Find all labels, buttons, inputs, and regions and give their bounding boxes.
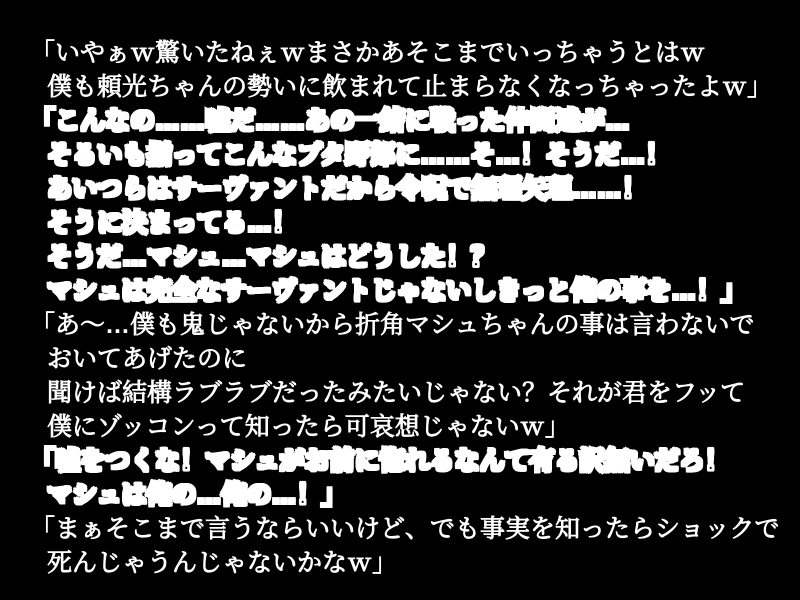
dialogue-line: マシュは俺の…俺の…！」 bbox=[47, 481, 347, 509]
dialogue-line: 聞けば結構ラブラブだったみたいじゃない？それが君をフッて bbox=[47, 379, 746, 407]
dialogue-line: 死んじゃうんじゃないかなｗ」 bbox=[47, 549, 398, 577]
dialogue-line: 僕にゾッコンって知ったら可哀想じゃないｗ」 bbox=[47, 413, 570, 441]
dialogue-line: 僕も頼光ちゃんの勢いに飲まれて止まらなくなっちゃったよｗ」 bbox=[47, 73, 773, 101]
dialogue-line: あいつらはサーヴァントだから令呪で無理矢理……！ bbox=[47, 175, 647, 203]
dialogue-line: 「あ〜…僕も鬼じゃないから折角マシュちゃんの事は言わないで bbox=[30, 311, 755, 339]
dialogue-line: 「まぁそこまで言うならいいけど、でも事実を知ったらショックで bbox=[30, 515, 780, 543]
dialogue-line: そうだ…マシュ…マシュはどうした！？ bbox=[47, 243, 497, 271]
dialogue-line: そうに決まってる…！ bbox=[47, 209, 298, 237]
dialogue-text-block bbox=[0, 36, 800, 580]
dialogue-line: 「いやぁｗ驚いたねぇｗまさかあそこまでいっちゃうとはｗ bbox=[30, 39, 706, 67]
dialogue-line: おいてあげたのに bbox=[47, 345, 248, 373]
dialogue-line: そるいも揃ってこんなブタ野郎に……そ…！そうだ…！ bbox=[47, 141, 671, 169]
dialogue-line: マシュは完全なサーヴァントじゃないしきっと俺の事を…！」 bbox=[47, 277, 747, 305]
dialogue-line: 「こんなの……嘘だ……あの一緒に戦った仲間達が… bbox=[30, 107, 631, 135]
dialogue-line: 「嘘をつくな！マシュがお前に惚れるなんて有る訳無いだろ！ bbox=[30, 447, 730, 475]
